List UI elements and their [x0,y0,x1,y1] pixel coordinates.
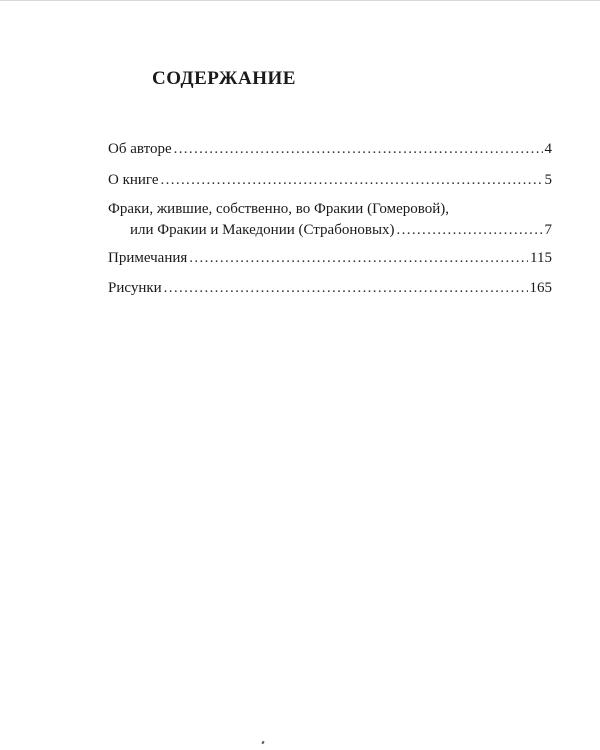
toc-entry-page: 4 [544,141,552,157]
dot-leader [397,219,543,241]
toc-entry-label: Примечания [108,250,188,266]
toc-entry-label: О книге [108,172,159,188]
toc-entry-page: 165 [529,280,552,296]
toc-entry-page: 7 [544,222,552,238]
dot-leader [161,169,543,191]
toc-entry-notes[interactable] [108,247,552,269]
toc-entry-label: или Фракии и Македонии (Страбоновых) [130,222,395,238]
dot-leader [174,138,543,160]
toc-entry-page: 5 [544,172,552,188]
toc-entry-thracians-line1[interactable]: Фраки, жившие, собственно, во Фракии (Гомеровой), [108,201,450,217]
dot-leader [164,277,528,299]
dot-leader [189,247,528,269]
toc-entry-page: 115 [530,250,552,266]
toc-entry-thracians[interactable] [130,219,552,241]
toc-entry-about-author[interactable] [108,138,552,160]
toc-entry-figures[interactable] [108,277,552,299]
toc-entry-label: Об авторе [108,141,172,157]
toc-entry-label: Рисунки [108,280,162,296]
toc-title: СОДЕРЖАНИЕ [152,68,296,89]
toc-entry-about-book[interactable] [108,169,552,191]
